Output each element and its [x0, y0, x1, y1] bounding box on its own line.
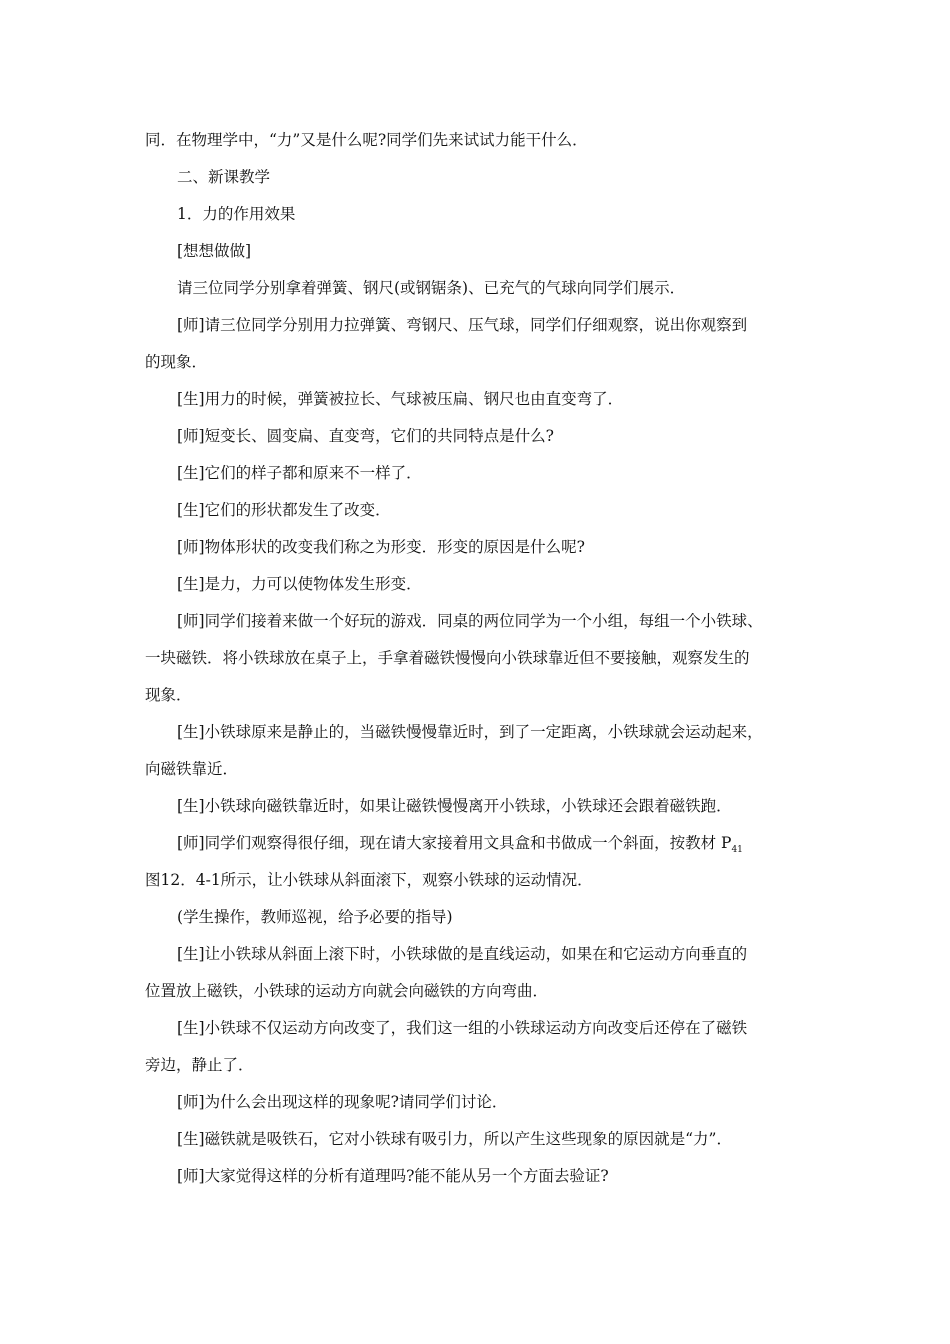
text-line-content: 的现象．	[145, 353, 208, 371]
text-line	[145, 159, 815, 196]
text-line-content: [师]同学们接着来做一个好玩的游戏．同桌的两位同学为一个小组，每组一个小铁球、	[177, 612, 763, 630]
text-line-content: 二、新课教学	[177, 168, 271, 186]
text-line-content: 现象．	[145, 686, 192, 704]
text-line	[145, 973, 815, 1010]
text-line-content: [师]同学们观察得很仔细，现在请大家接着用文具盒和书做成一个斜面，按教材 P	[177, 834, 732, 852]
text-line	[145, 270, 815, 307]
text-line-content: 位置放上磁铁，小铁球的运动方向就会向磁铁的方向弯曲．	[145, 982, 549, 1000]
text-line	[145, 714, 815, 751]
text-line-content: 1．力的作用效果	[177, 205, 296, 223]
text-line	[145, 566, 815, 603]
text-line	[145, 1084, 815, 1121]
text-line	[145, 307, 815, 344]
text-line	[145, 122, 815, 159]
text-line	[145, 825, 815, 862]
text-line-content: 一块磁铁．将小铁球放在桌子上，手拿着磁铁慢慢向小铁球靠近但不要接触，观察发生的	[145, 649, 750, 667]
text-line	[145, 788, 815, 825]
text-line-content: [生]小铁球不仅运动方向改变了，我们这一组的小铁球运动方向改变后还停在了磁铁	[177, 1019, 748, 1037]
text-line-content: (学生操作，教师巡视，给予必要的指导)	[177, 908, 453, 926]
text-line-content: [生]用力的时候，弹簧被拉长、气球被压扁、钢尺也由直变弯了．	[177, 390, 624, 408]
text-line	[145, 492, 815, 529]
text-line	[145, 936, 815, 973]
text-line-content: [生]是力，力可以使物体发生形变．	[177, 575, 422, 593]
text-line	[145, 1158, 815, 1195]
text-line-content: [师]为什么会出现这样的现象呢?请同学们讨论．	[177, 1093, 508, 1111]
text-line	[145, 677, 815, 714]
text-line	[145, 455, 815, 492]
text-line	[145, 1121, 815, 1158]
text-line-content: [生]小铁球向磁铁靠近时，如果让磁铁慢慢离开小铁球，小铁球还会跟着磁铁跑．	[177, 797, 732, 815]
text-line	[145, 751, 815, 788]
text-line-content: [生]让小铁球从斜面上滚下时，小铁球做的是直线运动，如果在和它运动方向垂直的	[177, 945, 748, 963]
text-line-content: [生]磁铁就是吸铁石，它对小铁球有吸引力，所以产生这些现象的原因就是“力”．	[177, 1130, 732, 1148]
text-line	[145, 640, 815, 677]
text-line	[145, 1010, 815, 1047]
text-line-content: [师]短变长、圆变扁、直变弯，它们的共同特点是什么?	[177, 427, 554, 445]
text-line-content: [师]物体形状的改变我们称之为形变．形变的原因是什么呢?	[177, 538, 585, 556]
text-line-content: 向磁铁靠近．	[145, 760, 239, 778]
page-reference-subscript: 41	[731, 845, 743, 856]
text-line-content: [生]它们的形状都发生了改变．	[177, 501, 391, 519]
text-line	[145, 603, 815, 640]
text-line-content: [生]小铁球原来是静止的，当磁铁慢慢靠近时，到了一定距离，小铁球就会运动起来，	[177, 723, 763, 741]
text-line	[145, 233, 815, 270]
text-line	[145, 529, 815, 566]
text-line	[145, 344, 815, 381]
text-line	[145, 899, 815, 936]
text-line	[145, 862, 815, 899]
text-line-content: [生]它们的样子都和原来不一样了．	[177, 464, 422, 482]
text-line	[145, 381, 815, 418]
text-line-content: 请三位同学分别拿着弹簧、钢尺(或钢锯条)、已充气的气球向同学们展示．	[177, 279, 686, 297]
text-line-content: 旁边，静止了．	[145, 1056, 254, 1074]
text-line-content: [想想做做]	[177, 242, 252, 260]
text-line-content: [师]请三位同学分别用力拉弹簧、弯钢尺、压气球，同学们仔细观察，说出你观察到	[177, 316, 748, 334]
text-line	[145, 196, 815, 233]
text-line-content: 图12．4-1所示，让小铁球从斜面滚下，观察小铁球的运动情况．	[145, 871, 593, 889]
text-line-content: [师]大家觉得这样的分析有道理吗?能不能从另一个方面去验证?	[177, 1167, 609, 1185]
document-body	[145, 122, 815, 1195]
text-line	[145, 418, 815, 455]
text-line-content: 同．在物理学中，“力”又是什么呢?同学们先来试试力能干什么．	[145, 131, 588, 149]
text-line	[145, 1047, 815, 1084]
